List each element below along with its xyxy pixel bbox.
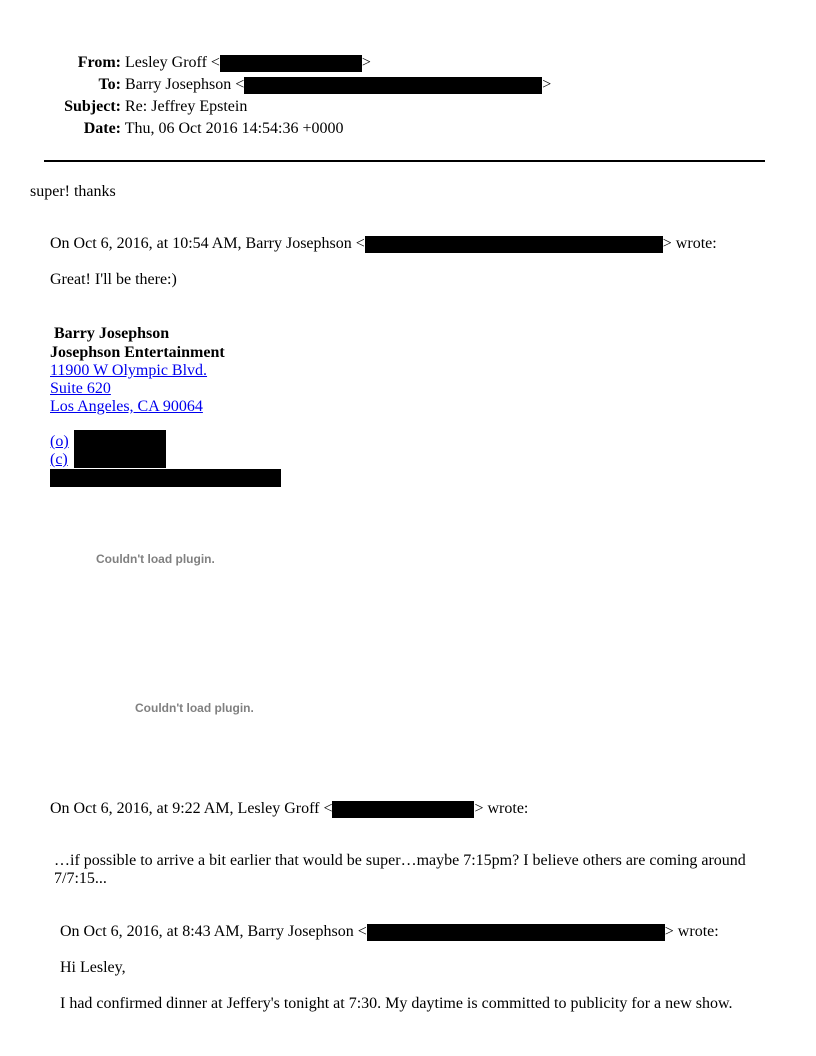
date-row [0,120,344,138]
signature-address-1[interactable] [50,362,207,380]
signature-company: Josephson Entertainment [50,344,225,361]
phone-cell-link[interactable]: (c) [50,451,68,468]
reply-text: super! thanks [30,183,116,200]
phone-office-link[interactable]: (o) [50,433,69,450]
quote1-intro-post: > wrote: [662,235,717,252]
quote1-text: Great! I'll be there:) [50,271,177,288]
quote3-intro-post: > wrote: [664,923,719,940]
signature-name: Barry Josephson [54,325,170,342]
to-value: Barry Josephson < [125,76,245,93]
quote2-line-2: 7/7:15... [54,870,107,887]
plugin-error-message: Couldn't load plugin. [96,552,215,566]
signature-phone-office[interactable] [50,433,69,451]
from-close: > [361,54,371,71]
subject-value: Re: Jeffrey Epstein [125,98,248,115]
from-value: Lesley Groff < [125,54,220,71]
redaction-bar [244,77,542,94]
quote2-intro-pre: On Oct 6, 2016, at 9:22 AM, Lesley Groff < [50,800,333,817]
address-link-3[interactable]: Los Angeles, CA 90064 [50,398,203,415]
to-row [0,76,551,94]
quote2-intro-post: > wrote: [474,800,529,817]
header-divider [44,160,765,162]
redaction-bar [74,430,166,468]
date-label: Date: [83,120,121,137]
subject-row [0,98,247,116]
to-label: To: [98,76,121,93]
quote1-intro-pre: On Oct 6, 2016, at 10:54 AM, Barry Josephson < [50,235,365,252]
subject-label: Subject: [64,98,121,115]
quote3-greeting: Hi Lesley, [60,959,126,976]
signature-phone-cell[interactable] [50,451,68,469]
quote3-intro-pre: On Oct 6, 2016, at 8:43 AM, Barry Josephson < [60,923,367,940]
quote2-intro [50,800,528,818]
quote2-line-1: …if possible to arrive a bit earlier that would be super…maybe 7:15pm? I believe others are coming around [54,852,746,869]
address-link-2[interactable]: Suite 620 [50,380,111,397]
signature-address-3[interactable] [50,398,203,416]
plugin-error-message: Couldn't load plugin. [135,701,254,715]
to-close: > [542,76,552,93]
redaction-bar [367,924,665,941]
redaction-bar [220,55,362,72]
quote1-intro [50,235,717,253]
quote3-text: I had confirmed dinner at Jeffery's tonight at 7:30. My daytime is committed to publicity for a new show. [60,995,733,1012]
signature-address-2[interactable] [50,380,111,398]
redaction-bar [50,469,281,487]
redaction-bar [332,801,474,818]
from-label: From: [77,54,121,71]
redaction-bar [365,236,663,253]
date-value: Thu, 06 Oct 2016 14:54:36 +0000 [124,120,344,137]
quote3-intro [60,923,719,941]
address-link-1[interactable]: 11900 W Olympic Blvd. [50,362,208,379]
from-row [0,54,371,72]
